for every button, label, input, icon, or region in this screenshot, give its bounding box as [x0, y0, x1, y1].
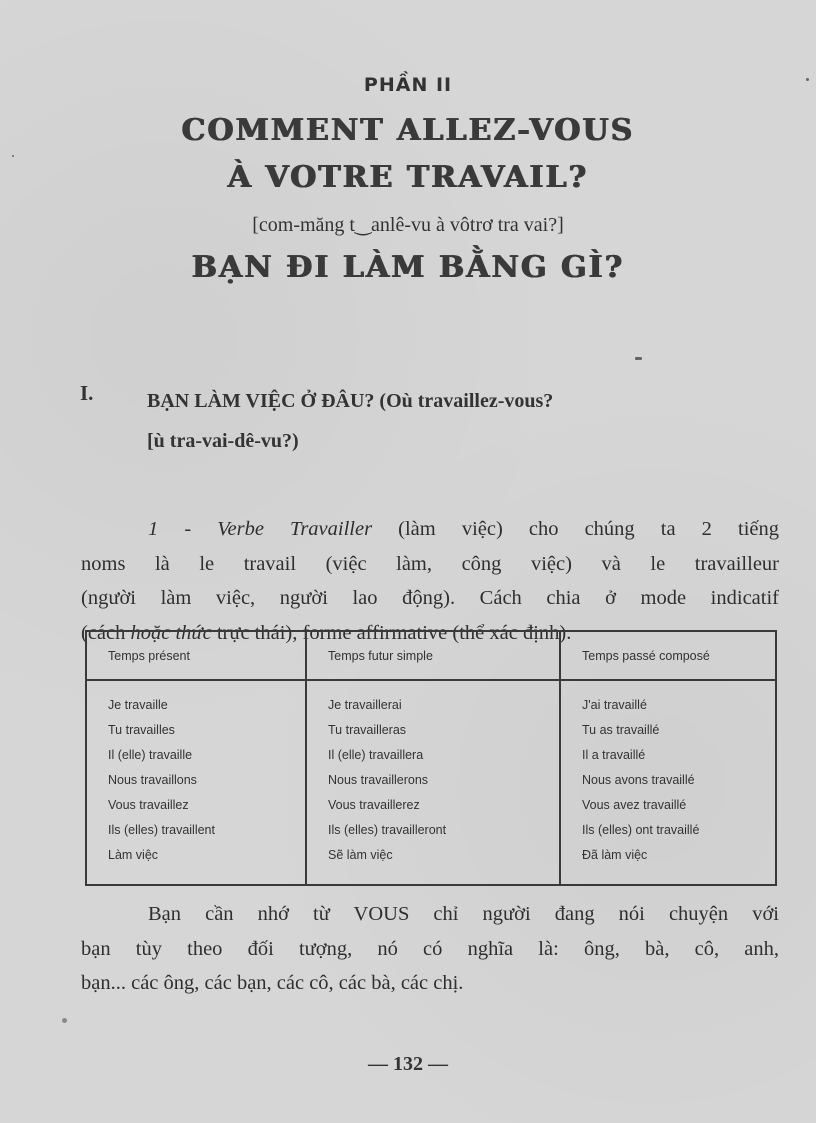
past-tense-cell — [560, 680, 776, 885]
scan-speck — [635, 357, 642, 360]
verb-name: Verbe Travailler — [217, 518, 373, 540]
conjugation: Vous travaillerez — [328, 798, 420, 812]
conjugation: Vous travaillez — [108, 798, 189, 812]
paragraph-line: noms là le travail (việc làm, công việc) và le travailleur — [81, 552, 779, 575]
conjugation: J'ai travaillé — [582, 698, 647, 712]
present-tense-cell — [86, 680, 306, 885]
conjugation: Tu travailleras — [328, 723, 407, 737]
conjugation: Nous avons travaillé — [582, 773, 695, 787]
paragraph-line: bạn... các ông, các bạn, các cô, các bà, các chị. — [81, 972, 464, 994]
translation: Làm việc — [108, 848, 159, 862]
table-row — [86, 680, 776, 885]
paragraph-line: (người làm việc, người lao động). Cách chia ở mode indicatif — [81, 587, 779, 609]
conjugation: Nous travaillerons — [328, 773, 429, 787]
chapter-title-french-line1: COMMENT ALLEZ-VOUS — [181, 113, 635, 148]
conjugation: Je travaillerai — [328, 698, 402, 712]
paragraph-line: Bạn cần nhớ từ VOUS chỉ người đang nói chuyện với — [148, 903, 779, 925]
section-number: I. — [80, 381, 94, 405]
section-heading — [147, 381, 747, 461]
conjugation: Nous travaillons — [108, 773, 197, 787]
conjugation: Ils (elles) ont travaillé — [582, 823, 700, 837]
conjugation: Il a travaillé — [582, 748, 646, 762]
scan-speck — [62, 1018, 67, 1023]
chapter-title-french-line2: À VOTRE TRAVAIL? — [227, 160, 589, 195]
paragraph-text: (cách — [81, 621, 131, 644]
pronunciation-guide: [com-măng t‿anlê-vu à vôtrơ tra vai?] — [252, 214, 564, 236]
translation: Sẽ làm việc — [328, 848, 393, 862]
section-heading-line1: BẠN LÀM VIỆC Ở ĐÂU? (Où travaillez-vous? — [147, 390, 554, 412]
page-number: — 132 — — [368, 1053, 448, 1075]
conjugation: Il (elle) travaille — [108, 748, 193, 762]
section-heading-line2: [ù tra-vai-dê-vu?) — [147, 430, 299, 452]
future-tense-cell — [306, 680, 560, 885]
italic-term: hoặc thức — [130, 621, 212, 644]
conjugation: Je travaille — [108, 698, 168, 712]
vous-note-paragraph — [81, 897, 779, 1001]
part-label: PHẦN II — [363, 74, 453, 96]
scan-speck — [12, 155, 14, 157]
conjugation-table — [85, 630, 777, 886]
paragraph-text: (làm việc) cho chúng ta 2 tiếng — [372, 518, 779, 540]
conjugation: Ils (elles) travailleront — [328, 823, 447, 837]
conjugation: Tu as travaillé — [582, 723, 660, 737]
column-header-present: Temps présent — [86, 631, 306, 680]
column-header-past: Temps passé composé — [560, 631, 776, 680]
conjugation: Il (elle) travaillera — [328, 748, 424, 762]
translation: Đã làm việc — [582, 848, 648, 862]
chapter-title-vietnamese: BẠN ĐI LÀM BẰNG GÌ? — [191, 250, 625, 285]
paragraph-line — [81, 512, 779, 547]
column-header-future: Temps futur simple — [306, 631, 560, 680]
paragraph-line: bạn tùy theo đối tượng, nó có nghĩa là: ông, bà, cô, anh, — [81, 937, 779, 960]
conjugation: Vous avez travaillé — [582, 798, 687, 812]
conjugation: Tu travailles — [108, 723, 175, 737]
paragraph-text: trực thái), forme affirmative (thể xác định). — [211, 621, 572, 644]
conjugation: Ils (elles) travaillent — [108, 823, 215, 837]
table-header-row — [86, 631, 776, 680]
item-number: 1 - — [148, 518, 218, 540]
